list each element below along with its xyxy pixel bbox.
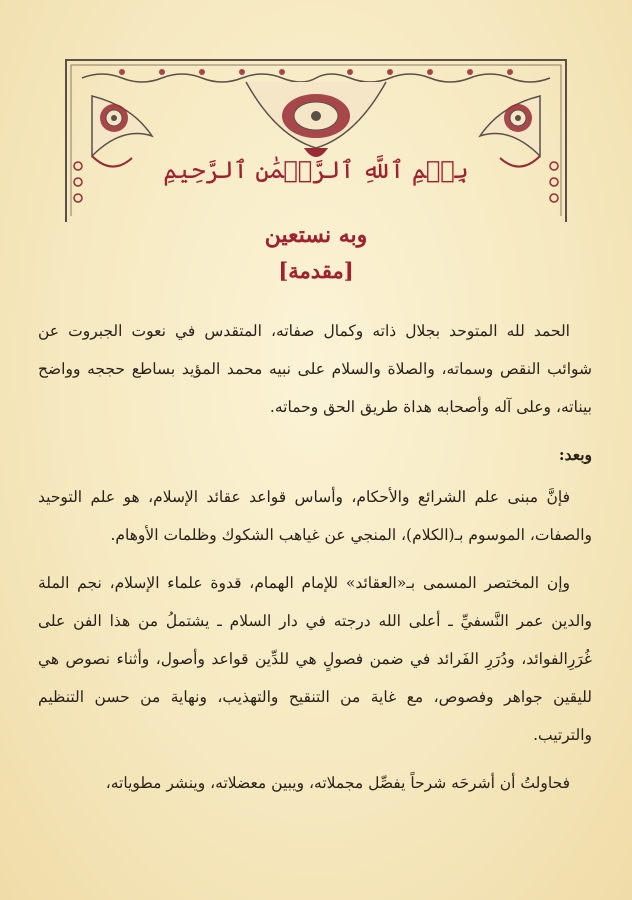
section-title: [مقدمة]: [278, 258, 354, 283]
ornament-svg: [62, 56, 570, 224]
paragraph: الحمد لله المتوحد بجلال ذاته وكمال صفاته، المتقدس في نعوت الجبروت عن شوائب النقص وسماته، والصلاة والسلام على نبيه محمد المؤيد بساطع حججه وواضح بيناته، وعلى آله وأصحابه هداة طريق الحق وحماته.: [38, 322, 592, 416]
ornamental-frame: [62, 56, 570, 224]
paragraph-wabaad: وبعد:: [558, 445, 592, 464]
body-text: [38, 312, 592, 812]
paragraph: فإنَّ مبنى علم الشرائع والأحكام، وأساس قواعد عقائد الإسلام، هو علم التوحيد والصفات، الموسوم بـ(الكلام)، المنجي عن غياهب الشكوك وظلمات الأوهام.: [38, 488, 592, 544]
paragraph: فحاولتُ أن أشرحَه شرحاً يفصِّل مجملاته، ويبين معضلاته، وينشر مطوياته،: [105, 774, 570, 792]
basmala: بِسۡمِ ٱللَّهِ ٱلرَّحۡمَٰنِ ٱلرَّحِيمِ: [163, 156, 469, 184]
paragraph: وإن المختصر المسمى بـ«العقائد» للإمام الهمام، قدوة علماء الإسلام، نجم الملة والدين عمر النَّسفيِّ ـ أعلى الله درجته في دار السلام ـ يشتملُ من هذا الفن على غُرَرِالفوائد، ودُرَرِ الفَرائد في ضمن فصولٍ هي للدِّين قواعد وأصول، وأثناء نصوص هي لليقين جواهر وفصوص، مع غاية من التنقيح والتهذيب، ونهاية من حسن التنظيم والترتيب.: [38, 574, 592, 744]
subtitle: وبه نستعين: [264, 222, 368, 248]
